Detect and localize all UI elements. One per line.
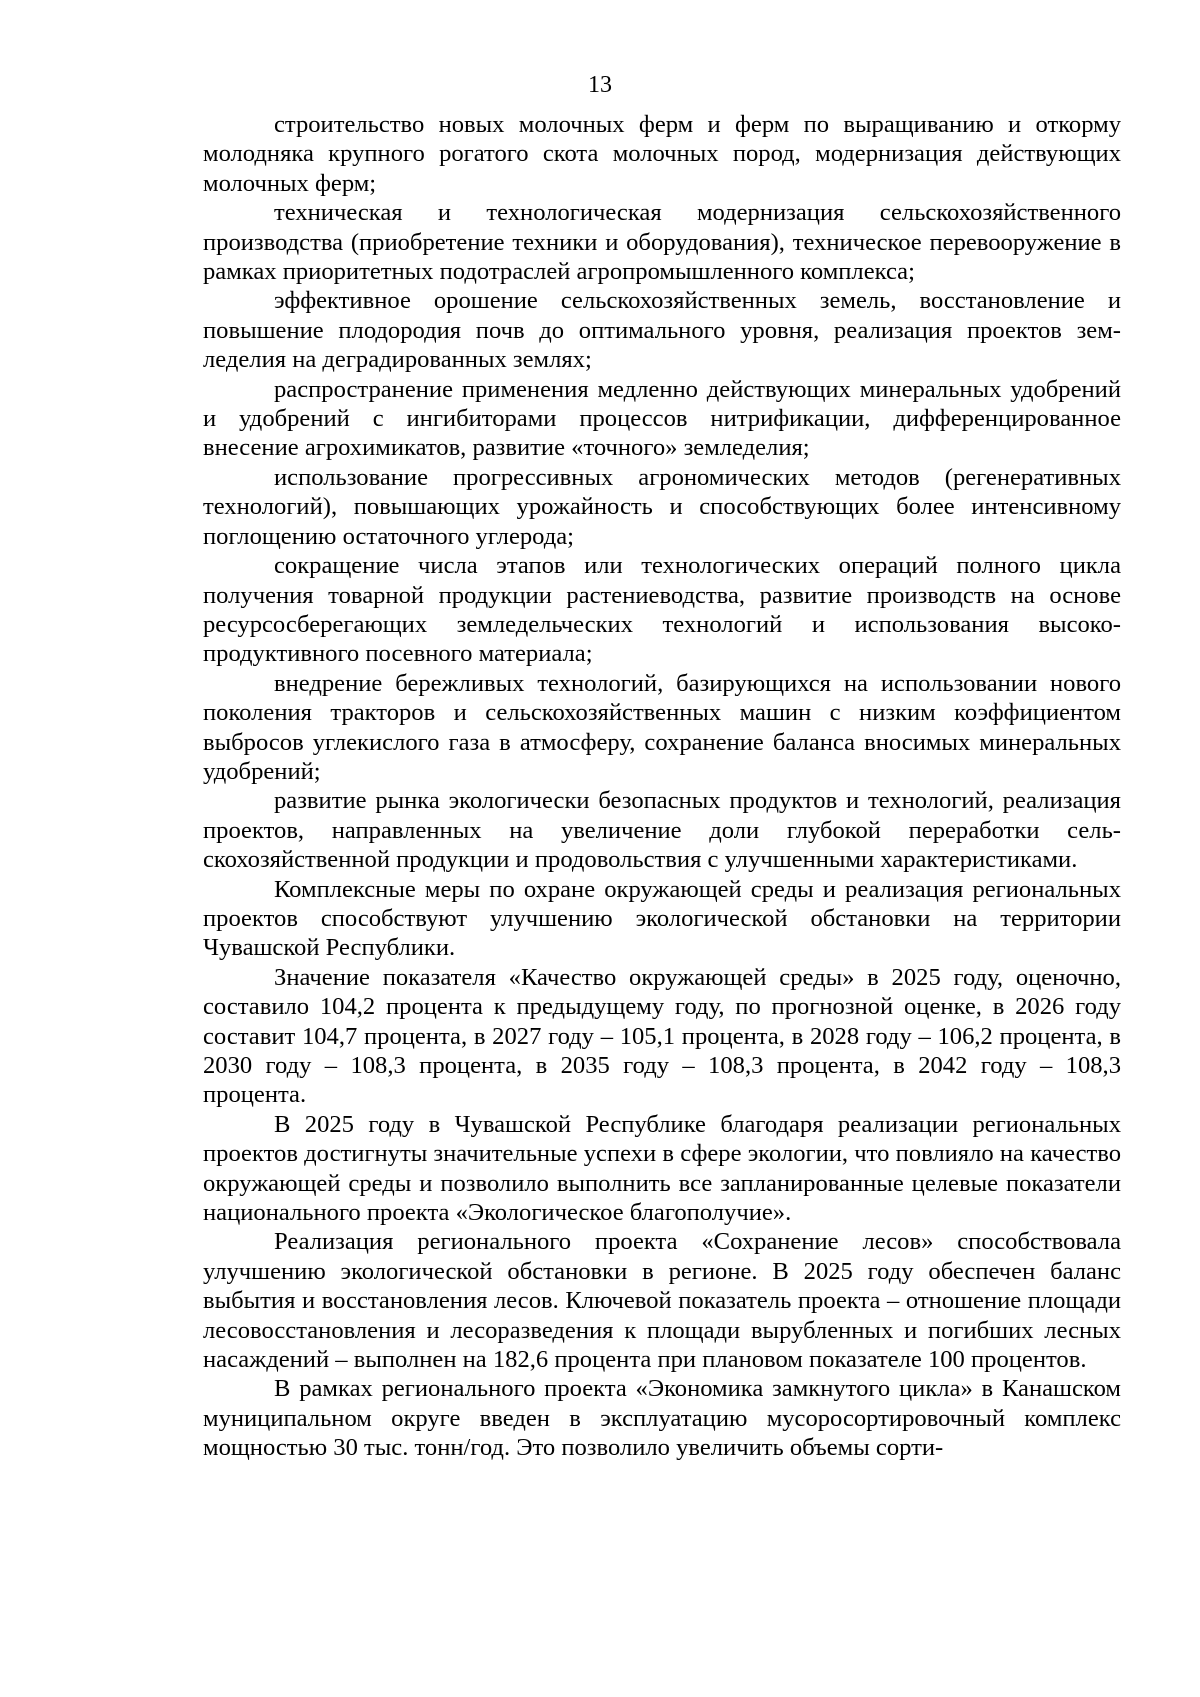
paragraph-irrigation: эффективное орошение сельскохозяйственных земель, восстановление и повышение плодородия почв до оптимального уровня, реализация проектов земледелия на деградированных землях; [203,287,1121,374]
paragraph-ecology-success: В 2025 году в Чувашской Республике благодаря реализации региональных проектов достигнуты значительные успехи в сфере экологии, что повлияло на качество окружающей среды и позволило выполнить все запланированные целевые показатели национального проекта «Экологическое благополучие». [203,1110,1121,1227]
paragraph-dairy-farms: строительство новых молочных ферм и ферм по выращиванию и откорму молодняка крупного рогатого скота молочных пород, модернизация действующих молочных ферм; [203,111,1121,197]
paragraph-technical-modernization: техническая и технологическая модернизация сельскохозяйственного производства (приобретение техники и оборудования), техническое перевооружение в рамках приоритетных подотраслей агропромышленного комплекса; [203,199,1121,286]
document-body [203,110,1121,1463]
page-number: 13 [588,72,612,98]
paragraph-circular-economy: В рамках регионального проекта «Экономика замкнутого цикла» в Канашском муниципальном округе введен в эксплуатацию мусоросортировочный комплекс мощностью 30 тыс. тонн/год. Это позволило увеличить объемы сорти- [203,1375,1121,1462]
paragraph-eco-market: развитие рынка экологически безопасных продуктов и технологий, реализация проектов, направленных на увеличение доли глубокой переработки сельскохозяйственной продукции и продовольствия с улучшенными характеристиками. [203,787,1121,874]
paragraph-forest-preservation: Реализация регионального проекта «Сохранение лесов» способствовала улучшению экологической обстановки в регионе. В 2025 году обеспечен баланс выбытия и восстановления лесов. Ключевой показатель проекта – отношение площади лесовосстановления и лесоразведения к площади вырубленных и погибших лесных насаждений – выполнен на 182,6 процента при плановом показателе 100 процентов. [203,1228,1121,1374]
paragraph-lean-technologies: внедрение бережливых технологий, базирующихся на использовании нового поколения тракторов и сельскохозяйственных машин с низким коэффициентом выбросов углекислого газа в атмосферу, сохранение баланса вносимых минеральных удобрений; [203,669,1121,785]
paragraph-complex-measures: Комплексные меры по охране окружающей среды и реализация региональных проектов способствуют улучшению экологической обстановки на территории Чувашской Республики. [203,875,1121,962]
paragraph-environment-quality-indicator: Значение показателя «Качество окружающей среды» в 2025 году, оценочно, составило 104,2 процента к предыдущему году, по прогнозной оценке, в 2026 году составит 104,7 процента, в 2027 году – 105,1 процента, в 2028 году – 106,2 процента, в 2030 году – 108,3 процента, в 2035 году – 108,3 процента, в 2042 году – 108,3 процента. [203,963,1121,1109]
paragraph-agronomic-methods: использование прогрессивных агрономических методов (регенеративных технологий), повышающих урожайность и способствующих более интенсивному поглощению остаточного углерода; [203,463,1121,550]
paragraph-reduction-of-stages: сокращение числа этапов или технологических операций полного цикла получения товарной продукции растениеводства, развитие производств на основе ресурсосберегающих земледельческих технологий и использования высокопродуктивного посевного материала; [203,552,1121,668]
paragraph-fertilizers: распространение применения медленно действующих минеральных удобрений и удобрений с ингибиторами процессов нитрификации, дифференцированное внесение агрохимикатов, развитие «точного» земледелия; [203,375,1121,462]
